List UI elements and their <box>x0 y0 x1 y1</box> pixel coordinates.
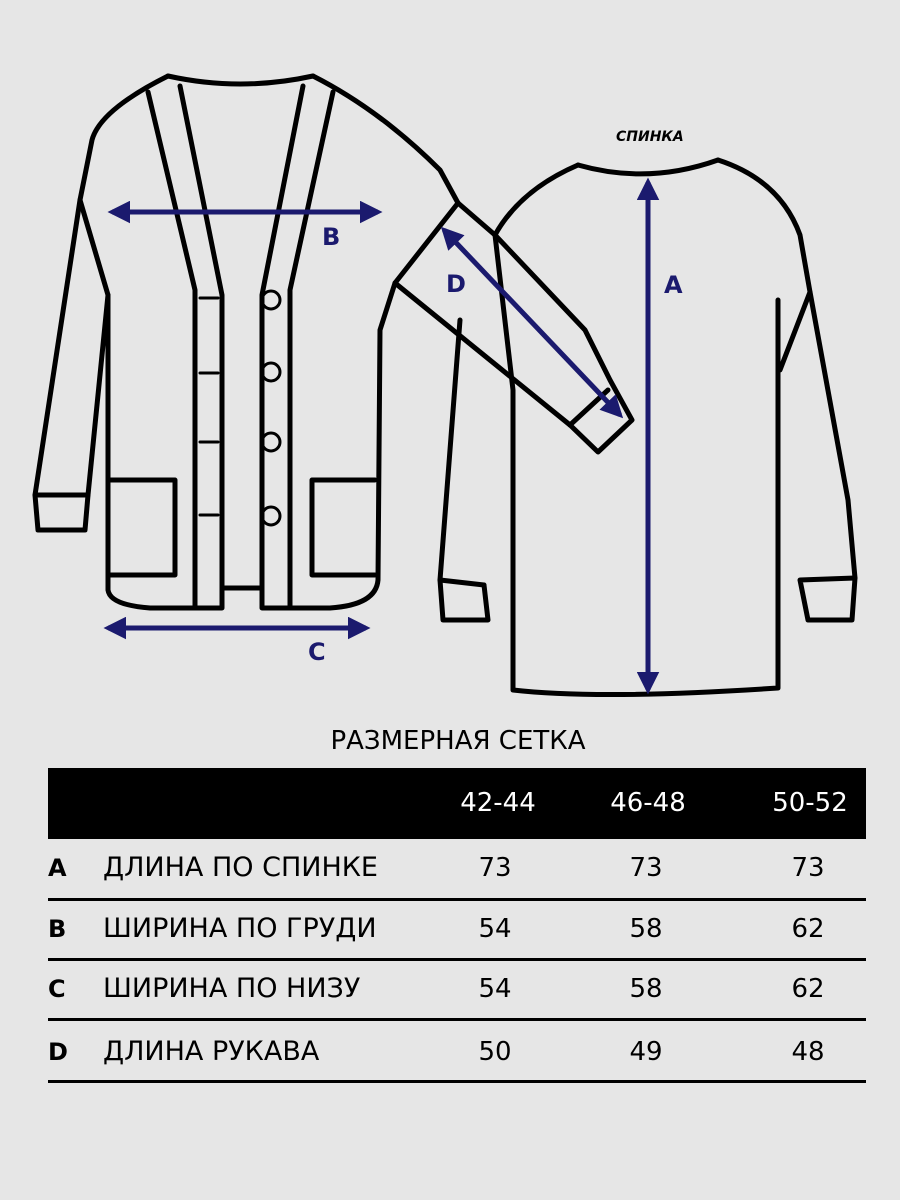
measure-a-label: A <box>664 271 683 299</box>
size-chart-header <box>48 768 866 839</box>
size-header-3: 50-52 <box>772 788 848 818</box>
row-value: 58 <box>629 914 663 944</box>
row-value: 50 <box>478 1037 512 1067</box>
table-row-d <box>48 1022 866 1082</box>
row-measure-name: ШИРИНА ПО ГРУДИ <box>103 913 377 944</box>
row-measure-name: ШИРИНА ПО НИЗУ <box>103 973 361 1004</box>
table-row-a <box>48 838 866 898</box>
row-value: 58 <box>629 974 663 1004</box>
size-header-1: 42-44 <box>460 788 536 818</box>
measure-b-label: B <box>322 223 341 251</box>
measure-d-label: D <box>446 270 466 298</box>
row-value: 54 <box>478 914 512 944</box>
row-value: 73 <box>478 853 512 883</box>
size-chart-title: РАЗМЕРНАЯ СЕТКА <box>330 726 586 756</box>
row-letter: A <box>48 854 67 882</box>
row-measure-name: ДЛИНА ПО СПИНКЕ <box>103 852 378 883</box>
row-divider <box>48 1080 866 1083</box>
front-view <box>35 76 458 608</box>
measure-c-label: C <box>308 638 326 666</box>
row-value: 62 <box>791 974 825 1004</box>
size-header-2: 46-48 <box>610 788 686 818</box>
back-view-label: СПИНКА <box>616 129 684 145</box>
row-value: 73 <box>791 853 825 883</box>
row-measure-name: ДЛИНА РУКАВА <box>103 1036 320 1067</box>
table-row-c <box>48 959 866 1019</box>
row-letter: D <box>48 1038 68 1066</box>
row-letter: C <box>48 975 66 1003</box>
row-divider <box>48 1018 866 1021</box>
row-value: 62 <box>791 914 825 944</box>
back-view <box>395 160 855 695</box>
row-value: 49 <box>629 1037 663 1067</box>
row-value: 73 <box>629 853 663 883</box>
table-row-b <box>48 899 866 959</box>
measure-d-line <box>444 230 620 415</box>
row-value: 54 <box>478 974 512 1004</box>
row-value: 48 <box>791 1037 825 1067</box>
row-letter: B <box>48 915 67 943</box>
